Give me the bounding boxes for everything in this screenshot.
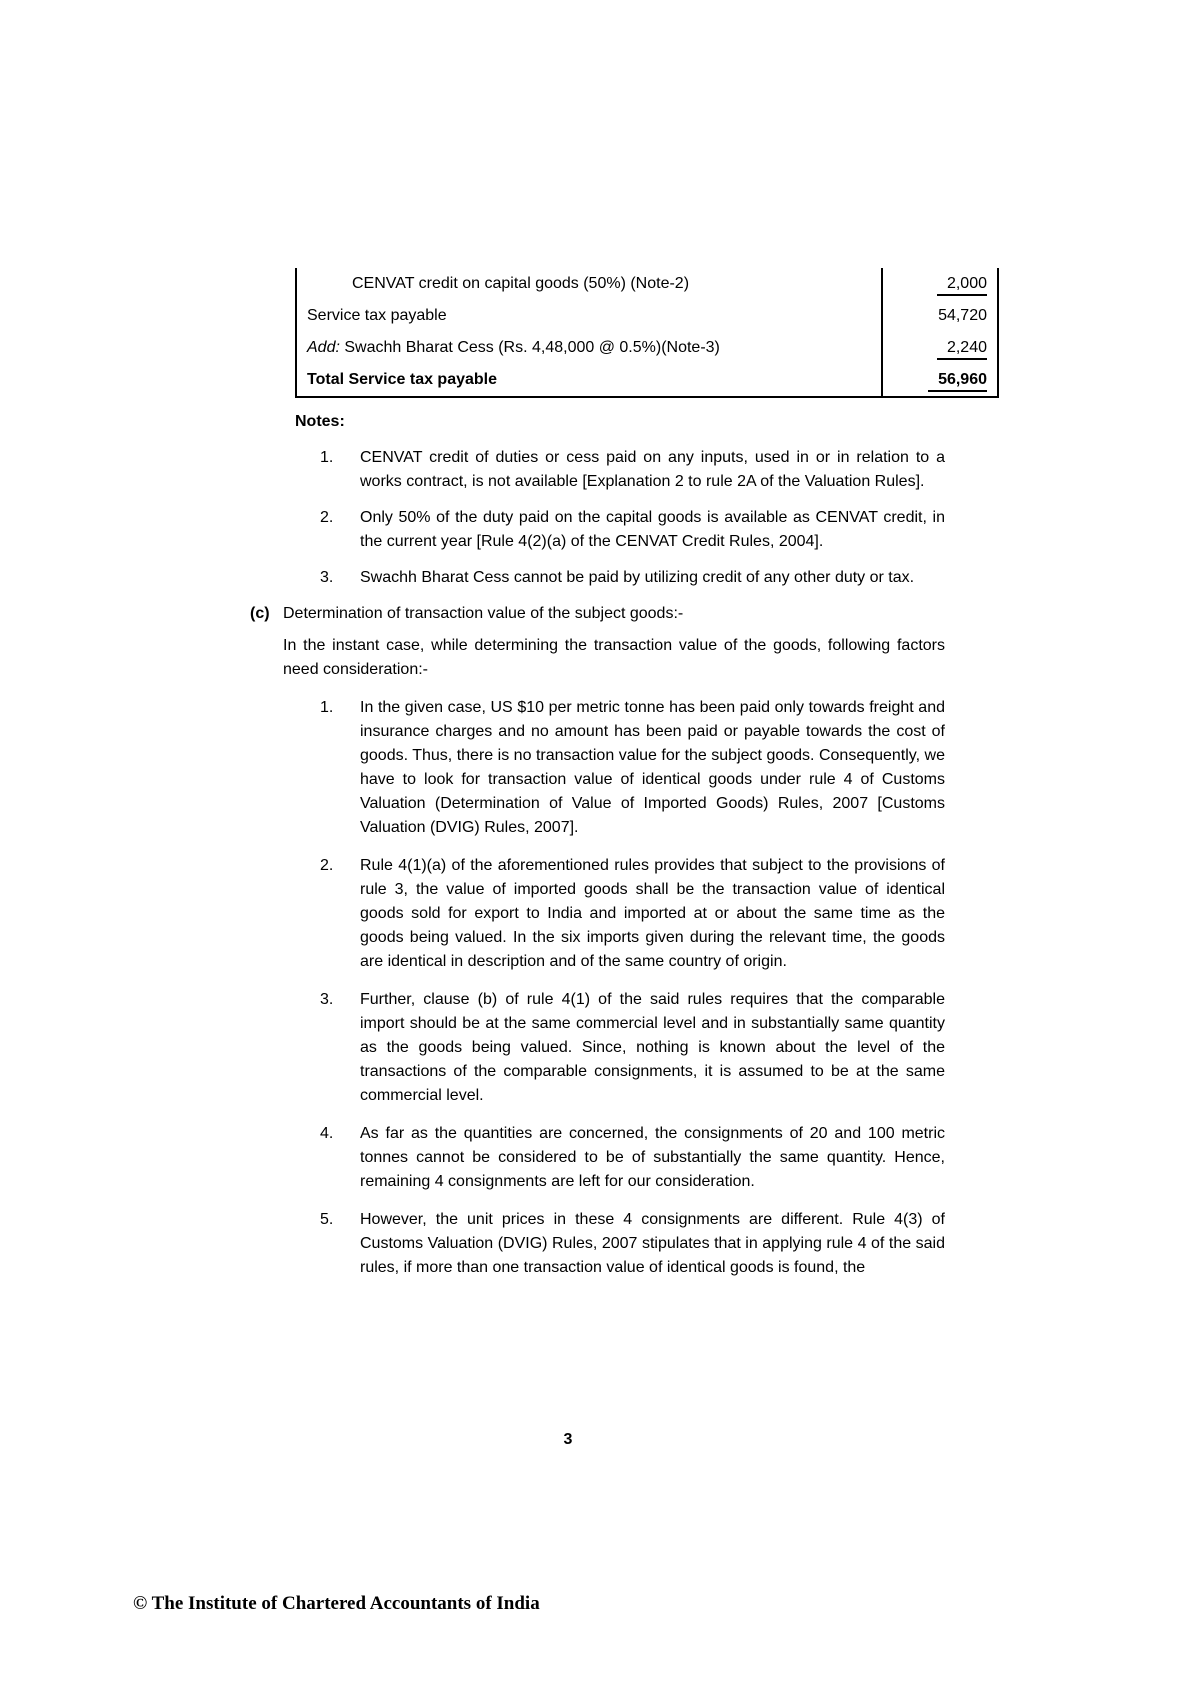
amount: 54,720 bbox=[938, 307, 987, 324]
section-c-intro: In the instant case, while determining the transaction value of the goods, following factors need consideration:- bbox=[283, 637, 945, 678]
section-c-heading: Determination of transaction value of the subject goods:- bbox=[283, 605, 684, 622]
note-text: Swachh Bharat Cess cannot be paid by utilizing credit of any other duty or tax. bbox=[360, 569, 915, 586]
row-value bbox=[881, 364, 997, 396]
list-item bbox=[320, 988, 945, 1108]
note-item bbox=[320, 446, 945, 494]
row-value bbox=[881, 300, 997, 332]
row-value bbox=[881, 268, 997, 300]
note-number: 3. bbox=[320, 569, 334, 586]
add-prefix: Add: bbox=[307, 339, 340, 356]
table-row bbox=[297, 300, 997, 332]
note-number: 2. bbox=[320, 509, 334, 526]
item-number: 3. bbox=[320, 991, 334, 1008]
list-item bbox=[320, 696, 945, 840]
item-number: 5. bbox=[320, 1211, 334, 1228]
note-number: 1. bbox=[320, 449, 334, 466]
page-content bbox=[250, 268, 987, 1280]
row-label: Total Service tax payable bbox=[307, 371, 498, 388]
underlined-amount: 2,240 bbox=[937, 337, 987, 360]
list-item bbox=[320, 1208, 945, 1280]
list-item bbox=[320, 854, 945, 974]
list-item bbox=[320, 1122, 945, 1194]
item-text: However, the unit prices in these 4 consignments are different. Rule 4(3) of Customs Valuation (DVIG) Rules, 2007 stipulates that in applying rule 4 of the said rules, if more than one transaction value of identical goods is found, the bbox=[360, 1211, 945, 1276]
item-text: Further, clause (b) of rule 4(1) of the said rules requires that the comparable import should be at the same commercial level and in substantially same quantity as the goods being valued. Since, nothing is known about the level of the transactions of the comparable consignments, it is assumed to be at the same commercial level. bbox=[360, 991, 945, 1104]
row-label bbox=[297, 332, 881, 364]
item-text: In the given case, US $10 per metric tonne has been paid only towards freight and insurance charges and no amount has been paid or payable towards the cost of goods. Thus, there is no transaction value for the subject goods. Consequently, we have to look for transaction value of identical goods under rule 4 of Customs Valuation (Determination of Value of Imported Goods) Rules, 2007 [Customs Valuation (DVIG) Rules, 2007]. bbox=[360, 699, 945, 836]
row-label: Service tax payable bbox=[307, 307, 447, 324]
total-amount: 56,960 bbox=[928, 369, 987, 392]
footer-copyright: © The Institute of Chartered Accountants of India bbox=[133, 1593, 540, 1614]
note-text: Only 50% of the duty paid on the capital goods is available as CENVAT credit, in the current year [Rule 4(2)(a) of the CENVAT Credit Rules, 2004]. bbox=[360, 509, 945, 550]
note-item bbox=[320, 506, 945, 554]
item-number: 2. bbox=[320, 857, 334, 874]
table-row bbox=[297, 268, 997, 300]
note-item bbox=[320, 566, 945, 590]
item-number: 4. bbox=[320, 1125, 334, 1142]
row-label-text: Swachh Bharat Cess (Rs. 4,48,000 @ 0.5%)(Note-3) bbox=[339, 339, 720, 356]
service-tax-table bbox=[295, 268, 999, 398]
note-text: CENVAT credit of duties or cess paid on any inputs, used in or in relation to a works contract, is not available [Explanation 2 to rule 2A of the Valuation Rules]. bbox=[360, 449, 945, 490]
item-text: As far as the quantities are concerned, the consignments of 20 and 100 metric tonnes cannot be considered to be of substantially the same quantity. Hence, remaining 4 consignments are left for our consideration. bbox=[360, 1125, 945, 1190]
row-value bbox=[881, 332, 997, 364]
section-c-label: (c) bbox=[250, 605, 270, 622]
section-c-row bbox=[250, 602, 945, 626]
item-number: 1. bbox=[320, 699, 334, 716]
page-number: 3 bbox=[563, 1431, 573, 1448]
notes-heading: Notes: bbox=[295, 413, 345, 430]
table-row-total bbox=[297, 364, 997, 396]
table-row bbox=[297, 332, 997, 364]
row-label: CENVAT credit on capital goods (50%) (Note-2) bbox=[352, 275, 690, 292]
underlined-amount: 2,000 bbox=[937, 273, 987, 296]
item-text: Rule 4(1)(a) of the aforementioned rules provides that subject to the provisions of rule 3, the value of imported goods shall be the transaction value of identical goods sold for export to India and imported at or about the same time as the goods being valued. In the six imports given during the relevant time, the goods are identical in description and of the same country of origin. bbox=[360, 857, 945, 970]
